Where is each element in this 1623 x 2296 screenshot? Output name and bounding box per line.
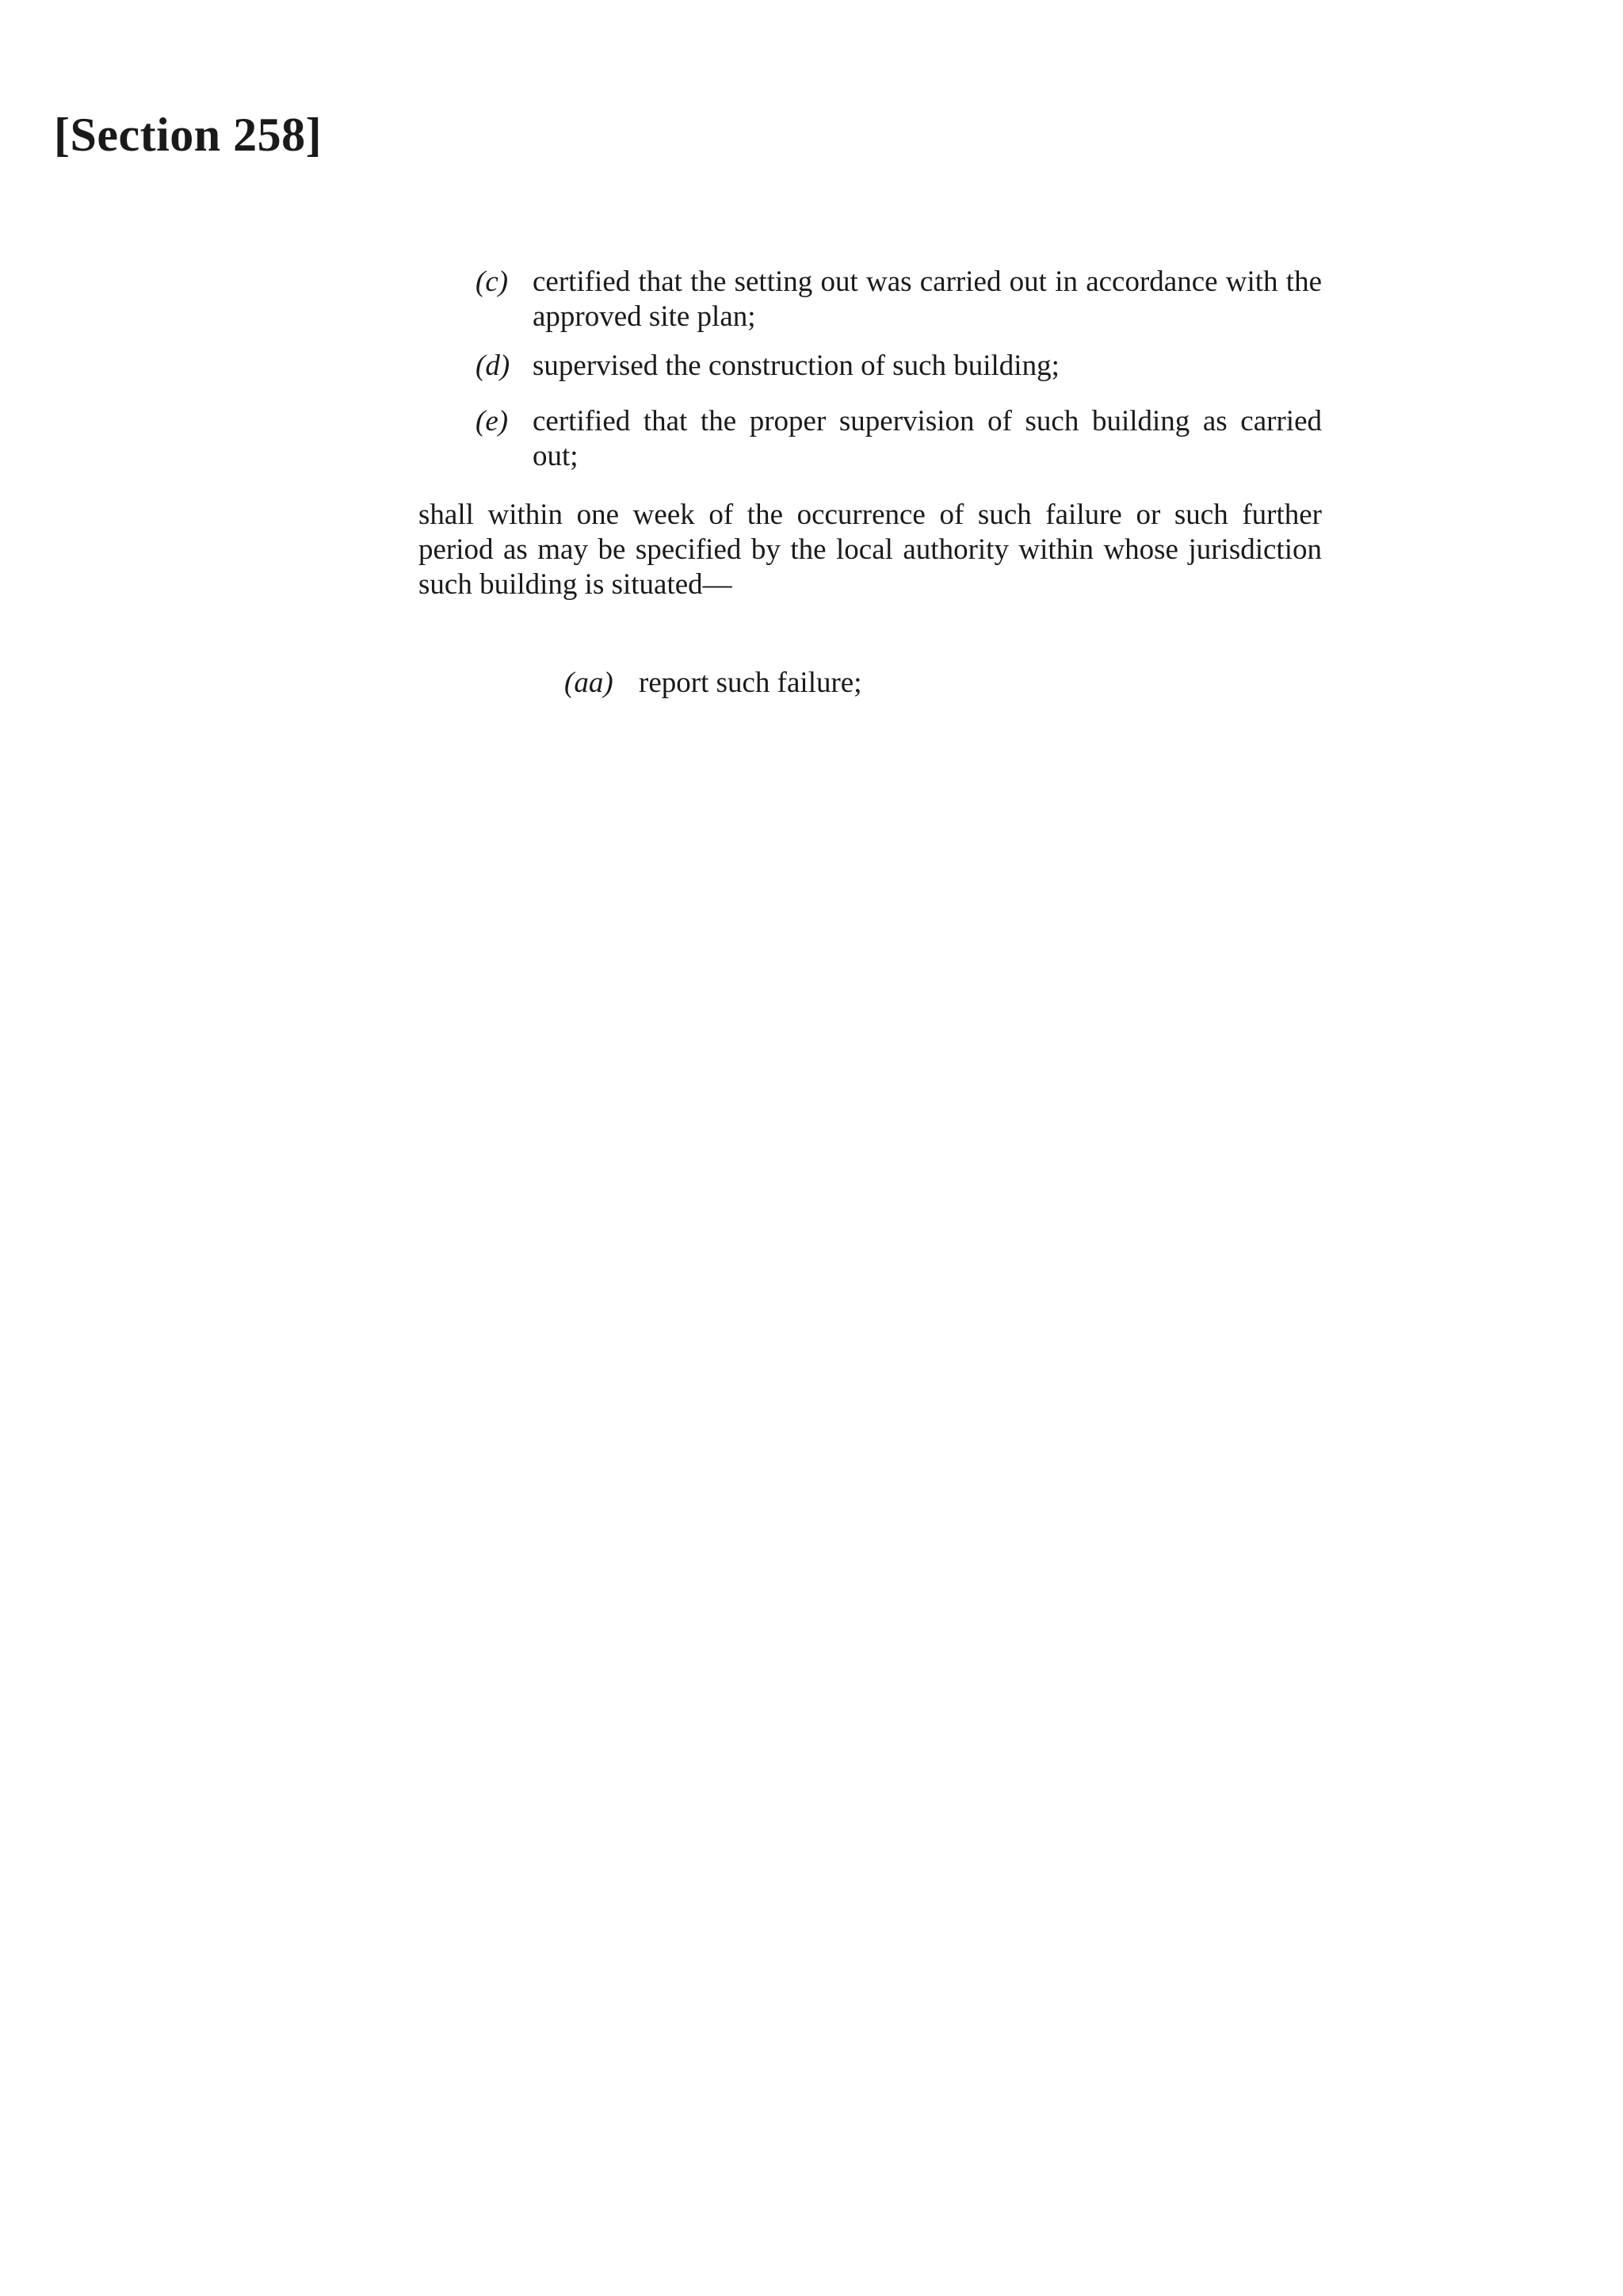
item-text: certified that the proper supervision of such building as carried out; xyxy=(533,405,1322,472)
item-label: (aa) xyxy=(564,667,613,699)
item-text: supervised the construction of such building; xyxy=(533,350,1060,382)
list-item xyxy=(475,404,1322,474)
item-text: report such failure; xyxy=(639,667,862,699)
section-heading: [Section 258] xyxy=(54,109,323,161)
item-label: (c) xyxy=(475,266,509,298)
item-text: certified that the setting out was carried out in accordance with the approved site plan; xyxy=(533,266,1322,333)
lead-paragraph: shall within one week of the occurrence of such failure or such further period as may be specified by the local authority within whose jurisdiction such building is situated— xyxy=(418,499,1322,601)
item-label: (e) xyxy=(475,405,509,437)
list-item xyxy=(475,265,1322,334)
list-item xyxy=(564,666,1322,701)
list-item xyxy=(475,349,1322,384)
item-label: (d) xyxy=(475,350,510,382)
